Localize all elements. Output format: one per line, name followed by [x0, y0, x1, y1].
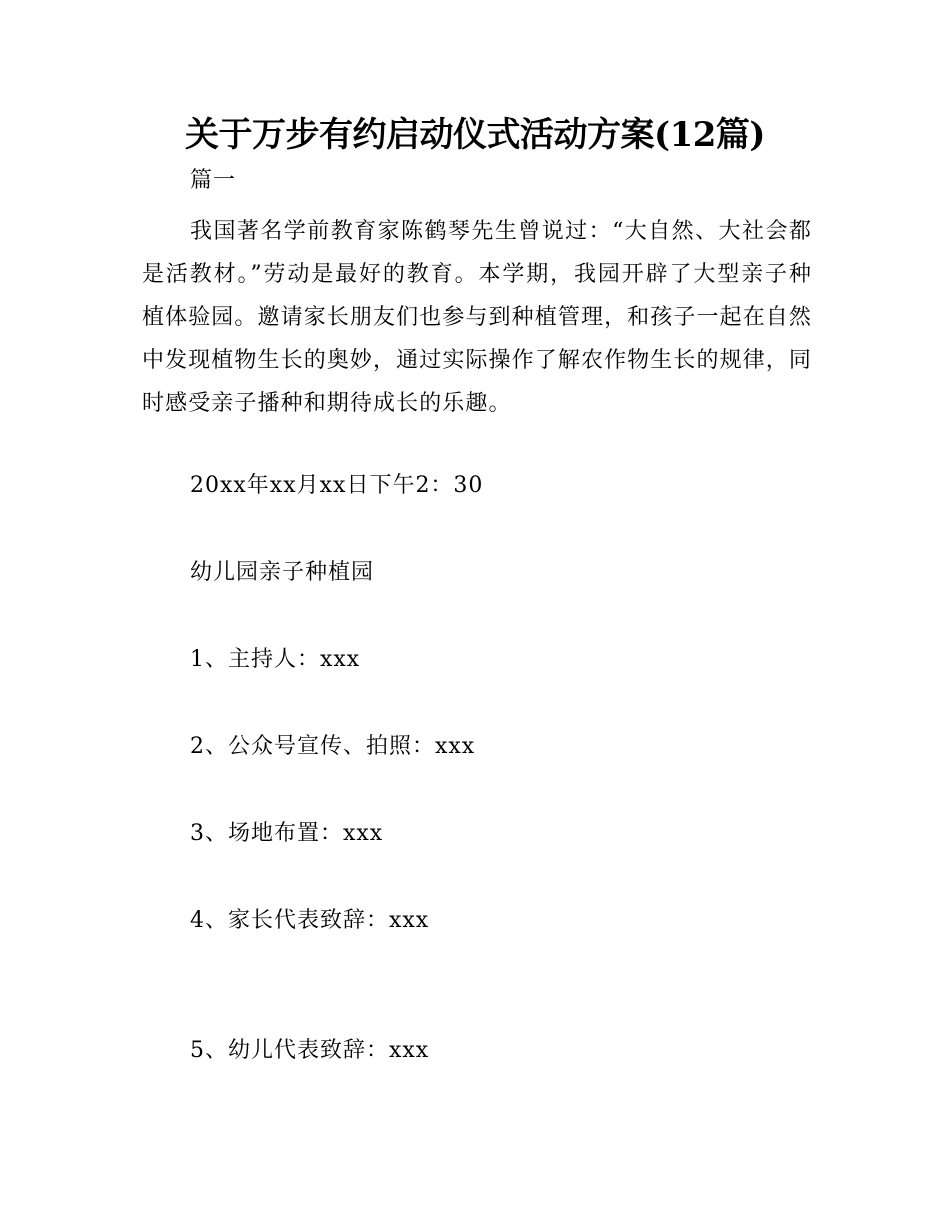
list-item-host: 1、主持人：xxx [190, 647, 361, 672]
time-line: 20xx年xx月xx日下午2：30 [190, 473, 484, 498]
list-item-child-speech: 5、幼儿代表致辞：xxx [190, 1038, 430, 1063]
section-label: 篇一 [190, 168, 237, 193]
list-item-venue: 3、场地布置：xxx [190, 821, 384, 846]
intro-paragraph: 我国著名学前教育家陈鹤琴先生曾说过：“大自然、大社会都是活教材。”劳动是最好的教育。本学期，我园开辟了大型亲子种植体验园。邀请家长朋友们也参与到种植管理，和孩子一起在自然中发现植物生长的奥妙，通过实际操作了解农作物生长的规律，同时感受亲子播种和期待成长的乐趣。 [142, 219, 812, 416]
list-item-parent-speech: 4、家长代表致辞：xxx [190, 908, 430, 933]
document-title: 关于万步有约启动仪式活动方案(12篇) [185, 115, 765, 155]
list-item-publicity: 2、公众号宣传、拍照：xxx [190, 734, 476, 759]
location-line: 幼儿园亲子种植园 [190, 560, 375, 585]
